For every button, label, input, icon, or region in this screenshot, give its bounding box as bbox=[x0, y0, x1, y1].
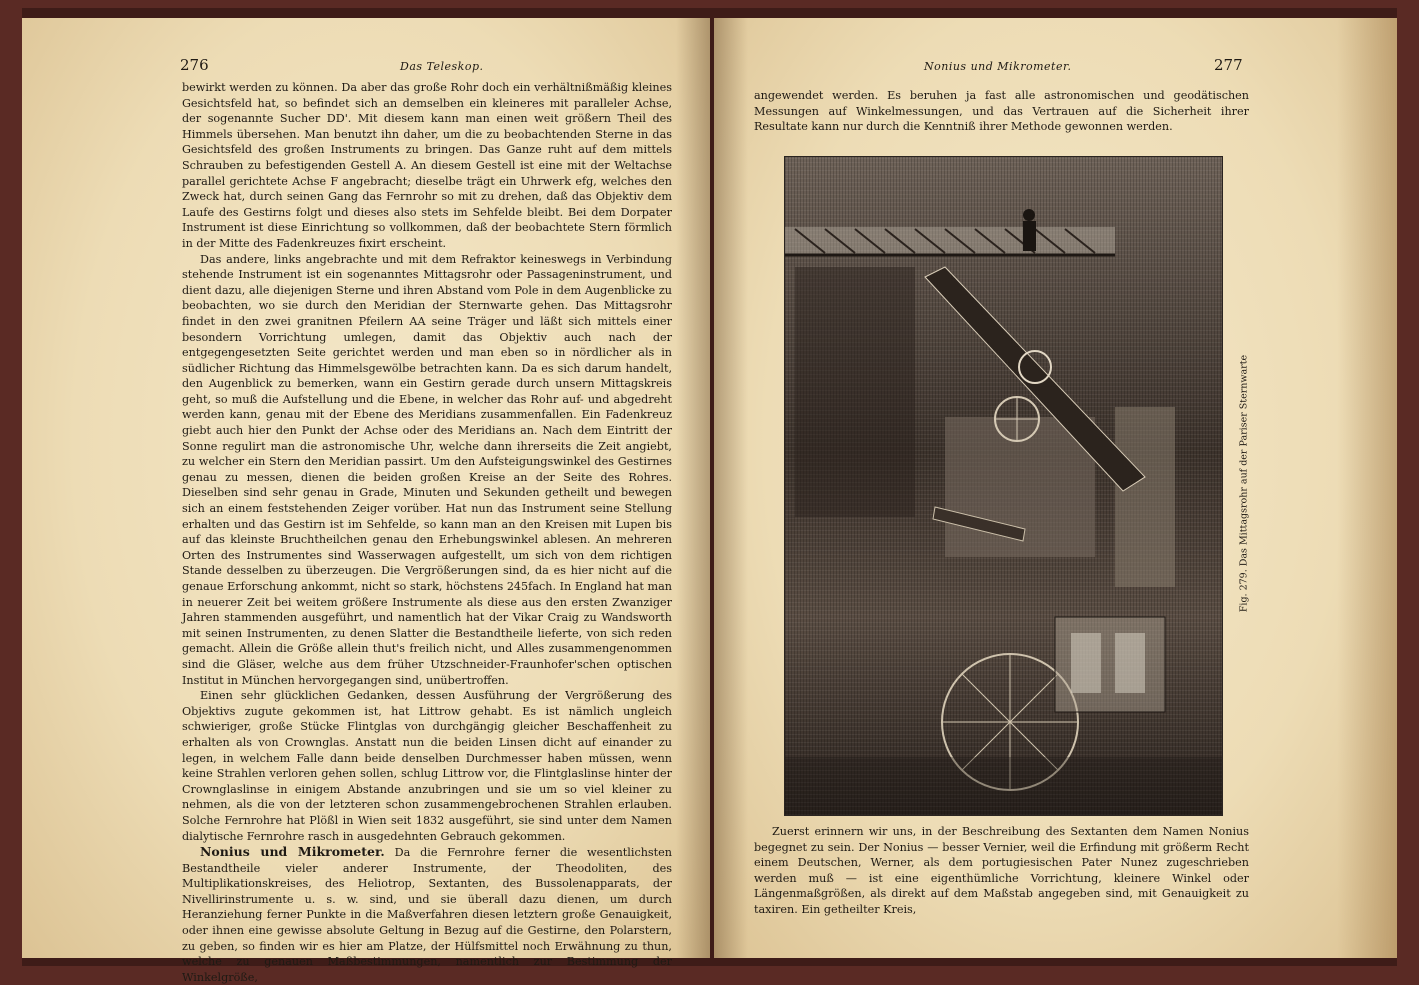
running-head: Das Teleskop. bbox=[400, 60, 484, 73]
figure-caption: Fig. 279. Das Mittagsrohr auf der Pariser Sternwarte bbox=[1238, 354, 1250, 613]
right-bottom-text bbox=[754, 824, 1249, 918]
paragraph: Das andere, links angebrachte und mit dem Refraktor keineswegs in Verbindung stehende Instrument ist ein sogenanntes Mittagsrohr oder Passageninstrument, und dient dazu, alle diejenigen Sterne und ihren Abstand vom Pole in dem Augenblicke zu beobachten, wo sie durch den Meridian der Sternwarte gehen. Das Mittagsrohr findet in den zwei granitnen Pfeilern AA seine Träger und läßt sich mittels einer besondern Vorrichtung umlegen, damit das Objektiv auch nach der entgegengesetzten Seite gerichtet werden und man eben so in nördlicher als in südlicher Richtung das Himmelsgewölbe betrachten kann. Da es sich darum handelt, den Augenblick zu bemerken, wann ein Gestirn gerade durch unsern Mittagskreis geht, so muß die Aufstellung und die Ebene, in welcher das Rohr auf- und abgedreht werden kann, genau mit der Ebene des Meridians zusammenfallen. Ein Fadenkreuz giebt auch hier den Punkt der Achse oder des Meridians an. Nach dem Eintritt der Sonne regulirt man die astronomische Uhr, welche dann ihrerseits die Zeit angiebt, zu welcher ein Stern den Meridian passirt. Um den Aufsteigungswinkel des Gestirnes genau zu messen, dienen die beiden großen Kreise an der Seite des Rohres. Dieselben sind sehr genau in Grade, Minuten und Sekunden getheilt und bewegen sich an einem feststehenden Zeiger vorüber. Hat nun das Instrument seine Stellung erhalten und das Gestirn ist im Sehfelde, so kann man an den Kreisen mit Lupen bis auf das kleinste Bruchtheilchen genau den Erhebungswinkel ablesen. An mehreren Orten des Instrumentes sind Wasserwagen aufgestellt, um sich von dem richtigen Stande desselben zu überzeugen. Die Vergrößerungen sind, da es hier nicht auf die genaue Erforschung ankommt, nicht so stark, höchstens 245fach. In England hat man in neuerer Zeit bei weitem größere Instrumente als diese aus den ersten Zwanziger Jahren stammenden ausgeführt, und namentlich hat der Vikar Craig zu Wandsworth mit seinen Instrumenten, zu denen Slatter die Bestandtheile lieferte, von sich reden gemacht. Allein die Größe allein thut's freilich nicht, und Alles zusammengenommen sind die Gläser, welche aus dem früher Utzschneider-Fraunhofer'schen optischen Institut in München hervorgegangen sind, unübertroffen. bbox=[182, 252, 672, 687]
engraving-illustration bbox=[784, 156, 1223, 816]
paragraph: Zuerst erinnern wir uns, in der Beschreibung des Sextanten dem Namen Nonius begegnet zu sein. Der Nonius — besser Vernier, weil die Erfindung mit größerm Recht einem Deutschen, Werner, als dem portugiesischen Pater Nunez zugeschrieben werden muß — ist eine eigenthümliche Vorrichtung, kleinere Winkel oder Längenmaßgrößen, als direkt auf dem Maßstab angegeben sind, mit Genauigkeit zu taxiren. Ein getheilter Kreis, bbox=[754, 825, 1249, 916]
left-text-block bbox=[182, 80, 672, 985]
engraving-drawing bbox=[785, 157, 1222, 815]
page-number: 276 bbox=[180, 56, 209, 74]
section-heading: Nonius und Mikrometer. bbox=[200, 844, 385, 860]
section-paragraph bbox=[182, 844, 672, 985]
running-head: Nonius und Mikrometer. bbox=[924, 60, 1072, 73]
page-number: 277 bbox=[1214, 56, 1243, 74]
page-edge bbox=[1337, 18, 1397, 958]
paragraph: bewirkt werden zu können. Da aber das große Rohr doch ein verhältnißmäßig kleines Gesichtsfeld hat, so befindet sich an demselben ein kleineres mit paralleler Achse, der sogenannte Sucher DD'. Mit diesem kann man einen weit größern Theil des Himmels übersehen. Man benutzt ihn daher, um die zu beobachtenden Sterne in das Gesichtsfeld des großen Instruments zu bringen. Das Ganze ruht auf dem mittels Schrauben zu befestigenden Gestell A. An diesem Gestell ist eine mit der Weltachse parallel gerichtete Achse F angebracht; dieselbe trägt ein Uhrwerk efg, welches den Zweck hat, durch seinen Gang das Fernrohr so mit zu drehen, daß das Objektiv dem Laufe des Gestirns folgt und dieses also stets im Sehfelde bleibt. Bei dem Dorpater Instrument ist diese Einrichtung so vollkommen, daß der beobachtete Stern förmlich in der Mitte des Fadenkreuzes fixirt erscheint. bbox=[182, 81, 672, 250]
left-page bbox=[22, 18, 710, 984]
paragraph: Einen sehr glücklichen Gedanken, dessen Ausführung der Vergrößerung des Objektivs zugute gekommen ist, hat Littrow gehabt. Es ist nämlich ungleich schwieriger, große Stücke Flintglas von durchgängig gleicher Beschaffenheit zu erhalten als von Crownglas. Anstatt nun die beiden Linsen dicht auf einander zu legen, in welchem Falle dann beide denselben Durchmesser haben müssen, wenn keine Strahlen verloren gehen sollen, schlug Littrow vor, die Flintglaslinse hinter der Crownglaslinse in einigem Abstande anzubringen und sie um so viel kleiner zu nehmen, als die von der letzteren schon zusammengebrochenen Strahlen erlauben. Solche Fernrohre hat Plößl in Wien seit 1832 ausgeführt, sie sind unter dem Namen dialytische Fernrohre rasch in ausgedehnten Gebrauch gekommen. bbox=[182, 689, 672, 843]
section-text: Da die Fernrohre ferner die wesentlichsten Bestandtheile vieler anderer Instrumente, der Theodoliten, des Multiplikationskreises, des Heliotrop, Sextanten, des Bussolenapparats, der Nivellirinstrumente u. s. w. sind, und sie überall dazu dienen, um durch Heranziehung ferner Punkte in die Maßverfahren diesen letztern große Genauigkeit, oder ihnen eine gewisse absolute Geltung in Bezug auf die Gestirne, den Polarstern, zu geben, so finden wir es hier am Platze, der Hülfsmittel noch Erwähnung zu thun, welche zu genauen Maßbestimmungen, namentlich zur Bestimmung der Winkelgröße, bbox=[182, 846, 672, 984]
right-page bbox=[714, 18, 1397, 958]
gutter-shadow bbox=[676, 18, 710, 958]
open-book bbox=[22, 8, 1397, 984]
gutter-shadow bbox=[714, 18, 748, 958]
paragraph: angewendet werden. Es beruhen ja fast alle astronomischen und geodätischen Messungen auf Winkelmessungen, und das Vertrauen auf die Sicherheit ihrer Resultate kann nur durch die Kenntniß ihrer Methode gewonnen werden. bbox=[754, 89, 1249, 134]
right-top-text bbox=[754, 88, 1249, 135]
